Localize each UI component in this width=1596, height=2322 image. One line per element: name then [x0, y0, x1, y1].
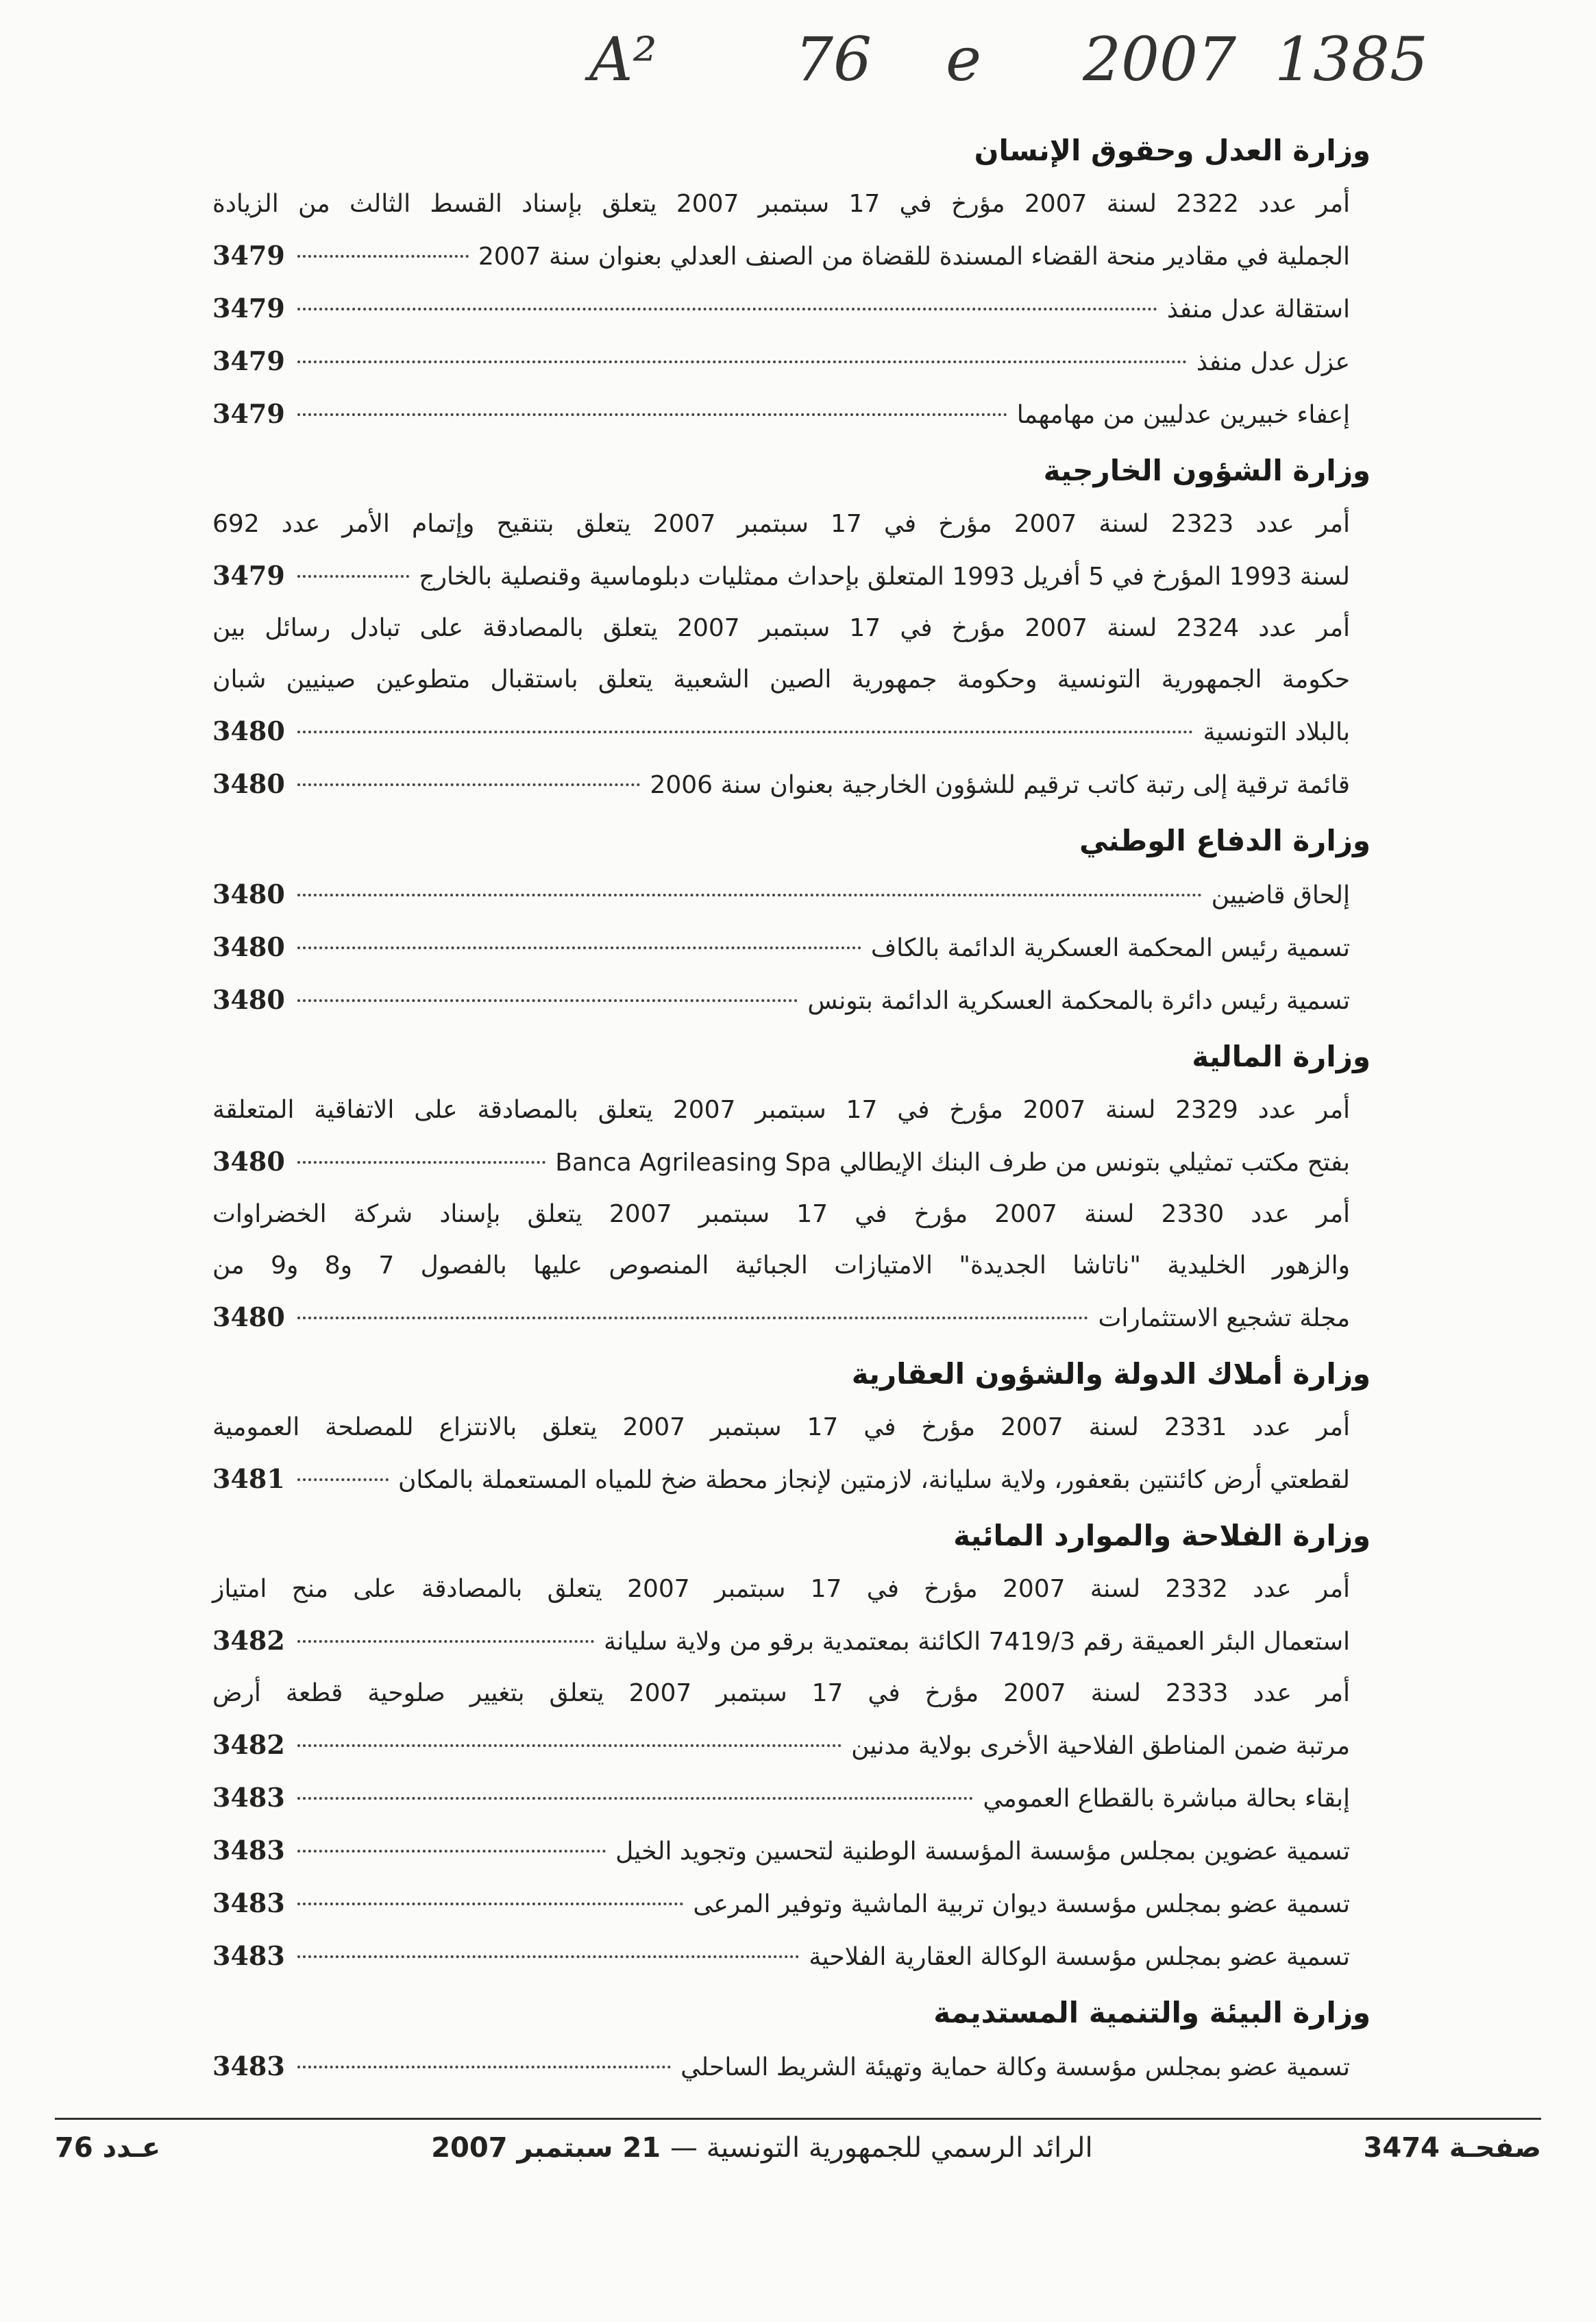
dot-leader — [297, 1317, 1088, 1319]
entry-page-number: 3480 — [212, 768, 285, 799]
entry-page-number: 3482 — [212, 1729, 285, 1760]
toc-entry — [212, 868, 1371, 921]
handwritten-year: 2007 — [1083, 24, 1236, 95]
toc-entry — [212, 335, 1371, 388]
entry-page-number: 3479 — [212, 293, 285, 323]
entry-text: عزل عدل منفذ — [1196, 348, 1350, 376]
entry-text: تسمية رئيس المحكمة العسكرية الدائمة بالكاف — [870, 934, 1350, 962]
dot-leader — [297, 255, 469, 258]
entry-page-number: 3483 — [212, 1835, 285, 1866]
publication-name: الرائد الرسمي للجمهورية التونسية — — [670, 2132, 1093, 2164]
ministry-heading: وزارة الفلاحة والموارد المائية — [953, 1519, 1371, 1552]
publication-info — [431, 2132, 1092, 2164]
toc-entry — [212, 1563, 1371, 1667]
entry-text: الجملية في مقادير منحة القضاء المسندة للقضاة من الصنف العدلي بعنوان سنة 2007 — [478, 243, 1350, 271]
entry-text: أمر عدد 2332 لسنة 2007 مؤرخ في 17 سبتمبر 2007 يتعلق بالمصادقة على منح امتياز — [212, 1575, 1350, 1603]
toc-entry — [212, 1824, 1371, 1877]
ministry-heading: وزارة أملاك الدولة والشؤون العقارية — [851, 1357, 1371, 1391]
entry-page-number: 3480 — [212, 716, 285, 746]
handwritten-issue: 76 — [795, 24, 872, 95]
dot-leader — [297, 575, 409, 578]
ministry-section — [212, 443, 1371, 811]
ministry-section — [212, 123, 1371, 441]
dot-leader — [297, 731, 1193, 733]
dot-leader — [297, 999, 798, 1002]
ministry-heading: وزارة المالية — [1192, 1040, 1371, 1073]
dot-leader — [297, 2066, 671, 2068]
page-number: صفحـة 3474 — [1363, 2132, 1541, 2164]
entry-page-number: 3483 — [212, 1782, 285, 1813]
dot-leader — [297, 1744, 842, 1747]
toc-entry — [212, 178, 1371, 282]
entry-text: إعفاء خبيرين عدليين من مهامهما — [1016, 401, 1350, 429]
toc-entry — [212, 1188, 1371, 1344]
entry-text: أمر عدد 2330 لسنة 2007 مؤرخ في 17 سبتمبر 2007 يتعلق بإسناد شركة الخضراوات — [212, 1200, 1350, 1228]
entry-text: استعمال البئر العميقة رقم 7419/3 الكائنة بمعتمدية برقو من ولاية سليانة — [603, 1628, 1350, 1656]
dot-leader — [297, 1161, 545, 1164]
handwritten-mark: e — [946, 24, 982, 95]
entry-text: مجلة تشجيع الاستثمارات — [1098, 1304, 1350, 1332]
entry-text: بالبلاد التونسية — [1203, 718, 1350, 746]
ministry-heading: وزارة الدفاع الوطني — [1079, 824, 1371, 857]
ministry-section — [212, 1029, 1371, 1344]
toc-entry — [212, 2040, 1371, 2093]
entry-page-number: 3483 — [212, 1940, 285, 1971]
entry-text: تسمية عضو بمجلس مؤسسة ديوان تربية الماشية وتوفير المرعى — [693, 1890, 1350, 1918]
entry-page-number: 3483 — [212, 2051, 285, 2081]
dot-leader — [297, 1478, 389, 1481]
ministry-section — [212, 1508, 1371, 1983]
entry-text: أمر عدد 2331 لسنة 2007 مؤرخ في 17 سبتمبر 2007 يتعلق بالانتزاع للمصلحة العمومية — [212, 1413, 1350, 1441]
entry-text: أمر عدد 2333 لسنة 2007 مؤرخ في 17 سبتمبر 2007 يتعلق بتغيير صلوحية قطعة أرض — [212, 1679, 1350, 1707]
entry-text: بفتح مكتب تمثيلي بتونس من طرف البنك الإيطالي Banca Agrileasing Spa — [555, 1149, 1350, 1177]
toc-entry — [212, 1667, 1371, 1772]
entry-text: لقطعتي أرض كائنتين بقعفور، ولاية سليانة، لازمتين لإنجاز محطة ضخ للمياه المستعملة بالمكان — [397, 1466, 1350, 1494]
entry-text: مرتبة ضمن المناطق الفلاحية الأخرى بولاية مدنين — [851, 1732, 1350, 1760]
entry-page-number: 3480 — [212, 931, 285, 962]
entry-text: حكومة الجمهورية التونسية وحكومة جمهورية الصين الشعبية يتعلق باستقبال متطوعين صينيين شبان — [212, 665, 1350, 694]
dot-leader — [297, 1850, 606, 1853]
entry-page-number: 3479 — [212, 240, 285, 271]
toc-entry — [212, 1930, 1371, 1983]
entry-text: تسمية عضوين بمجلس مؤسسة المؤسسة الوطنية لتحسين وتجويد الخيل — [615, 1837, 1350, 1866]
toc-entry — [212, 282, 1371, 335]
toc-entry — [212, 921, 1371, 974]
dot-leader — [297, 1797, 973, 1800]
entry-text: تسمية عضو بمجلس مؤسسة وكالة حماية وتهيئة الشريط الساحلي — [680, 2053, 1350, 2081]
dot-leader — [297, 1903, 683, 1905]
dot-leader — [297, 783, 640, 786]
entry-text: تسمية عضو بمجلس مؤسسة الوكالة العقارية الفلاحية — [809, 1943, 1350, 1971]
entry-text: إلحاق قاضيين — [1211, 881, 1350, 909]
entry-text: والزهور الخليدية "ناتاشا الجديدة" الامتيازات الجبائية المنصوص عليها بالفصول 7 و8 و9 من — [212, 1251, 1350, 1280]
ministry-section — [212, 1347, 1371, 1506]
toc-entry — [212, 388, 1371, 441]
dot-leader — [297, 1640, 594, 1643]
toc-entry — [212, 602, 1371, 758]
ministry-heading: وزارة الشؤون الخارجية — [1043, 454, 1371, 487]
entry-text: لسنة 1993 المؤرخ في 5 أفريل 1993 المتعلق بإحداث ممثليات دبلوماسية وقنصلية بالخارج — [419, 563, 1350, 591]
entry-text: استقالة عدل منفذ — [1166, 295, 1350, 323]
ministry-heading: وزارة البيئة والتنمية المستديمة — [933, 1996, 1371, 2029]
entry-page-number: 3479 — [212, 560, 285, 591]
dot-leader — [297, 360, 1187, 363]
entry-text: أمر عدد 2324 لسنة 2007 مؤرخ في 17 سبتمبر 2007 يتعلق بالمصادقة على تبادل رسائل بين — [212, 614, 1350, 642]
publication-date: 21 سبتمبر 2007 — [431, 2132, 661, 2164]
handwritten-mark: A² — [589, 24, 657, 95]
entry-page-number: 3479 — [212, 345, 285, 376]
entry-text: إبقاء بحالة مباشرة بالقطاع العمومي — [983, 1785, 1350, 1813]
dot-leader — [297, 946, 861, 949]
page-footer — [55, 2118, 1541, 2164]
entry-text: أمر عدد 2329 لسنة 2007 مؤرخ في 17 سبتمبر 2007 يتعلق بالمصادقة على الاتفاقية المتعلقة — [212, 1096, 1350, 1124]
entry-page-number: 3479 — [212, 398, 285, 429]
handwritten-annotation — [589, 24, 1439, 99]
entry-page-number: 3482 — [212, 1625, 285, 1656]
handwritten-number: 1385 — [1275, 24, 1428, 95]
toc-entry — [212, 1084, 1371, 1188]
issue-number: عـدد 76 — [55, 2132, 161, 2164]
dot-leader — [297, 1955, 799, 1958]
ministry-section — [212, 1985, 1371, 2093]
entry-page-number: 3480 — [212, 879, 285, 909]
toc-entry — [212, 1402, 1371, 1506]
toc-entry — [212, 758, 1371, 811]
entry-text: أمر عدد 2322 لسنة 2007 مؤرخ في 17 سبتمبر 2007 يتعلق بإسناد القسط الثالث من الزيادة — [212, 190, 1350, 218]
dot-leader — [297, 308, 1157, 310]
table-of-contents — [212, 123, 1371, 2096]
dot-leader — [297, 894, 1202, 896]
toc-entry — [212, 1877, 1371, 1930]
entry-page-number: 3483 — [212, 1887, 285, 1918]
ministry-heading: وزارة العدل وحقوق الإنسان — [974, 134, 1371, 167]
toc-entry — [212, 498, 1371, 602]
entry-page-number: 3480 — [212, 984, 285, 1015]
entry-page-number: 3481 — [212, 1463, 285, 1494]
entry-text: أمر عدد 2323 لسنة 2007 مؤرخ في 17 سبتمبر 2007 يتعلق بتنقيح وإتمام الأمر عدد 692 — [212, 510, 1350, 538]
entry-page-number: 3480 — [212, 1301, 285, 1332]
ministry-section — [212, 814, 1371, 1027]
entry-text: قائمة ترقية إلى رتبة كاتب ترقيم للشؤون الخارجية بعنوان سنة 2006 — [650, 771, 1350, 799]
entry-text: تسمية رئيس دائرة بالمحكمة العسكرية الدائمة بتونس — [807, 987, 1350, 1015]
entry-page-number: 3480 — [212, 1146, 285, 1177]
toc-entry — [212, 974, 1371, 1027]
toc-entry — [212, 1772, 1371, 1824]
dot-leader — [297, 413, 1007, 416]
